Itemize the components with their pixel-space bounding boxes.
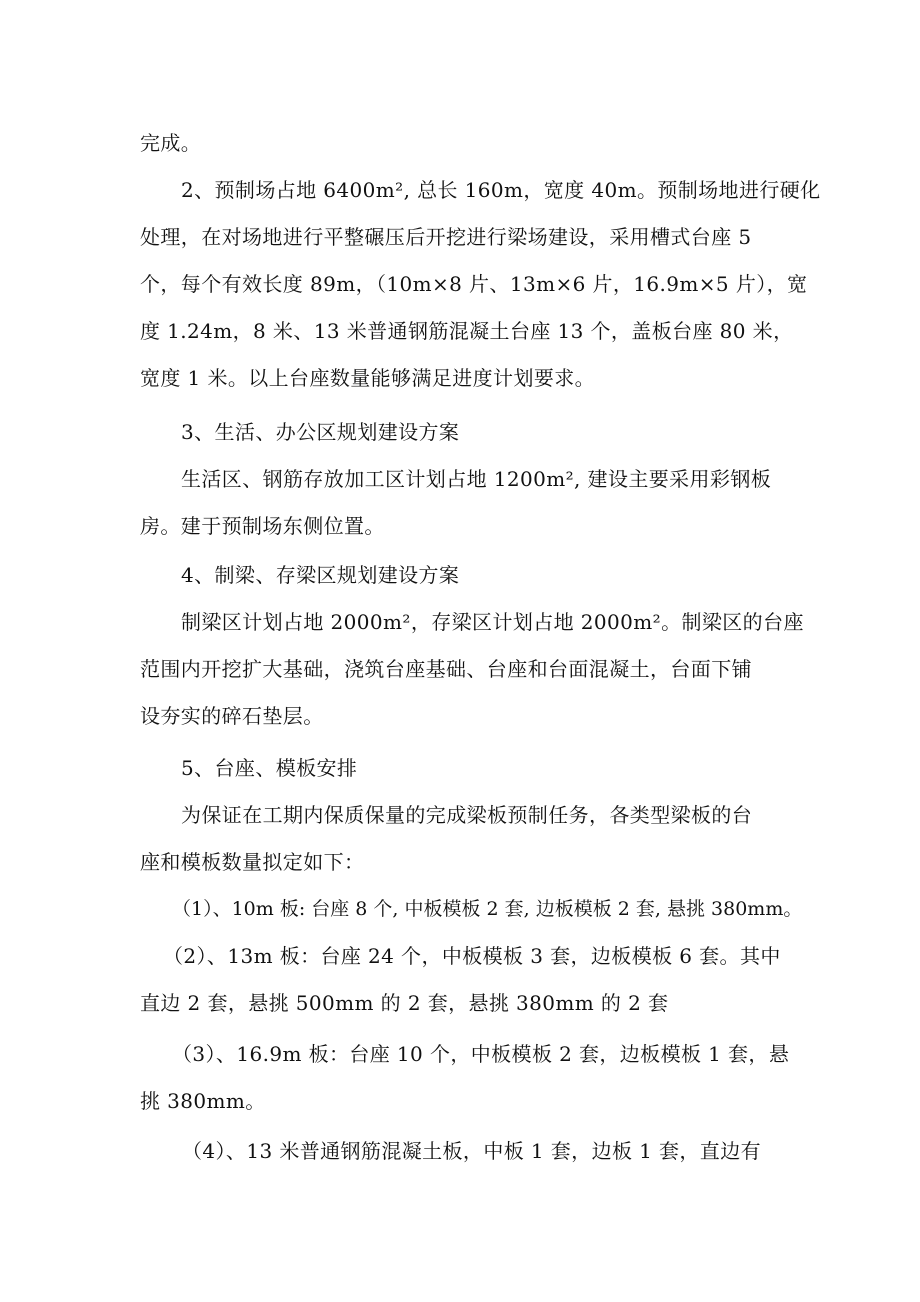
list-item-1: （1）、10m 板: 台座 8 个, 中板模板 2 套, 边板模板 2 套, 悬挑 380mm。 bbox=[172, 898, 803, 920]
section-heading-4: 4、制梁、存梁区规划建设方案 bbox=[181, 563, 460, 587]
list-item-2: （2）、13m 板：台座 24 个，中板模板 3 套，边板模板 6 套。其中 bbox=[163, 944, 781, 968]
section-heading-5: 5、台座、模板安排 bbox=[181, 756, 358, 780]
text-line-9: 房。建于预制场东侧位置。 bbox=[140, 514, 385, 538]
text-line-21: 挑 380mm。 bbox=[140, 1089, 266, 1113]
text-line-4: 个，每个有效长度 89m，（10m×8 片、13m×6 片，16.9m×5 片），宽 bbox=[140, 272, 808, 296]
text-line-13: 设夯实的碎石垫层。 bbox=[140, 704, 324, 728]
text-line-5: 度 1.24m，8 米、13 米普通钢筋混凝土台座 13 个，盖板台座 80 米， bbox=[140, 319, 794, 343]
text-line-1: 完成。 bbox=[140, 131, 202, 155]
text-line-11: 制梁区计划占地 2000m²，存梁区计划占地 2000m²。制梁区的台座 bbox=[181, 610, 804, 634]
text-line-15: 为保证在工期内保质保量的完成梁板预制任务，各类型梁板的台 bbox=[181, 803, 753, 827]
text-line-6: 宽度 1 米。以上台座数量能够满足进度计划要求。 bbox=[140, 366, 596, 390]
list-item-3: （3）、16.9m 板：台座 10 个，中板模板 2 套，边板模板 1 套，悬 bbox=[172, 1042, 790, 1066]
text-line-12: 范围内开挖扩大基础，浇筑台座基础、台座和台面混凝土，台面下铺 bbox=[140, 657, 752, 681]
text-line-19: 直边 2 套，悬挑 500mm 的 2 套，悬挑 380mm 的 2 套 bbox=[140, 991, 669, 1015]
section-heading-3: 3、生活、办公区规划建设方案 bbox=[181, 420, 460, 444]
text-line-3: 处理，在对场地进行平整碾压后开挖进行梁场建设，采用槽式台座 5 bbox=[140, 225, 752, 249]
text-line-2: 2、预制场占地 6400m², 总长 160m，宽度 40m。预制场地进行硬化 bbox=[181, 178, 821, 202]
list-item-4: （4）、13 米普通钢筋混凝土板，中板 1 套，边板 1 套，直边有 bbox=[182, 1139, 762, 1163]
text-line-8: 生活区、钢筋存放加工区计划占地 1200m², 建设主要采用彩钢板 bbox=[181, 467, 772, 491]
text-line-16: 座和模板数量拟定如下： bbox=[140, 850, 365, 874]
